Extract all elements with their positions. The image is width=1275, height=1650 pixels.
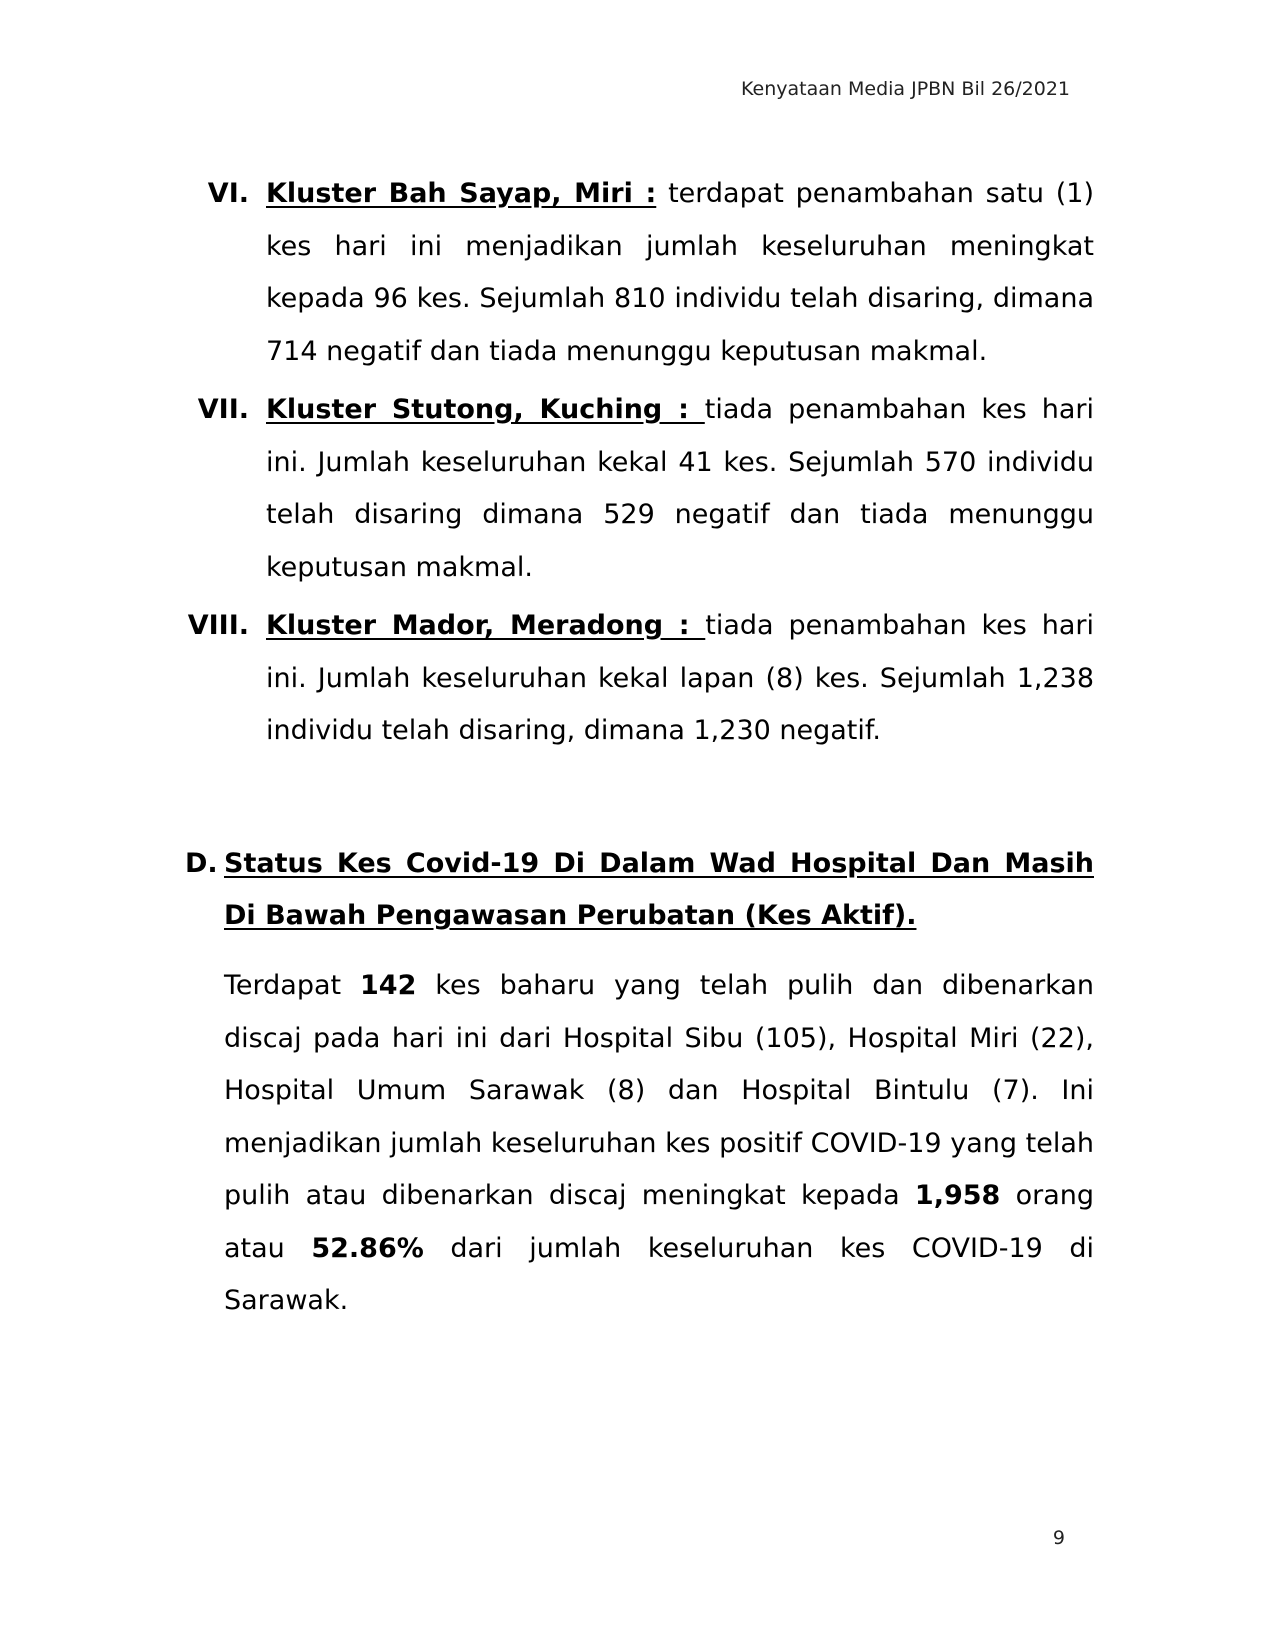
cluster-title: Kluster Mador, Meradong :	[266, 610, 706, 641]
recovery-percentage: 52.86%	[311, 1232, 424, 1264]
cluster-title: Kluster Bah Sayap, Miri :	[266, 178, 657, 209]
item-numeral: VII.	[197, 394, 249, 425]
recovered-today-count: 142	[360, 970, 417, 1001]
item-numeral: VIII.	[187, 610, 249, 641]
page-number: 9	[1052, 1527, 1065, 1549]
page-header: Kenyataan Media JPBN Bil 26/2021	[741, 78, 1070, 100]
item-text	[266, 384, 1094, 594]
body-text: kes baharu yang telah pulih dan dibenarkan discaj pada hari ini dari Hospital Sibu (105), Hospital Miri (22), Hospital Umum Sarawak (8) dan Hospital Bintulu (7). Ini menjadikan jumlah keseluruhan kes positif COVID-19 yang telah pulih atau dibenarkan discaj meningkat kepada	[224, 970, 1094, 1211]
section-letter: D.	[185, 848, 218, 879]
body-text: orang atau	[224, 1180, 1094, 1264]
cluster-description: tiada penambahan kes hari ini. Jumlah keseluruhan kekal lapan (8) kes. Sejumlah 1,238 individu telah disaring, dimana 1,230 negatif.	[266, 610, 1094, 746]
body-text: dari jumlah keseluruhan kes COVID-19 di Sarawak.	[224, 1232, 1094, 1316]
item-numeral: VI.	[207, 178, 249, 209]
cluster-title: Kluster Stutong, Kuching :	[266, 394, 705, 425]
body-text: Terdapat	[224, 970, 361, 1001]
total-recovered-count: 1,958	[914, 1180, 1001, 1211]
section-body	[224, 960, 1094, 1328]
section-heading: Status Kes Covid-19 Di Dalam Wad Hospital Dan Masih Di Bawah Pengawasan Perubatan (Kes Aktif).	[224, 848, 1094, 931]
cluster-description: tiada penambahan kes hari ini. Jumlah keseluruhan kekal 41 kes. Sejumlah 570 individu telah disaring dimana 529 negatif dan tiada menunggu keputusan makmal.	[266, 394, 1095, 583]
item-text	[266, 600, 1094, 758]
cluster-description: terdapat penambahan satu (1) kes hari ini menjadikan jumlah keseluruhan meningkat kepada 96 kes. Sejumlah 810 individu telah disaring, dimana 714 negatif dan tiada menunggu keputusan makmal.	[266, 178, 1094, 367]
item-text	[266, 168, 1094, 378]
